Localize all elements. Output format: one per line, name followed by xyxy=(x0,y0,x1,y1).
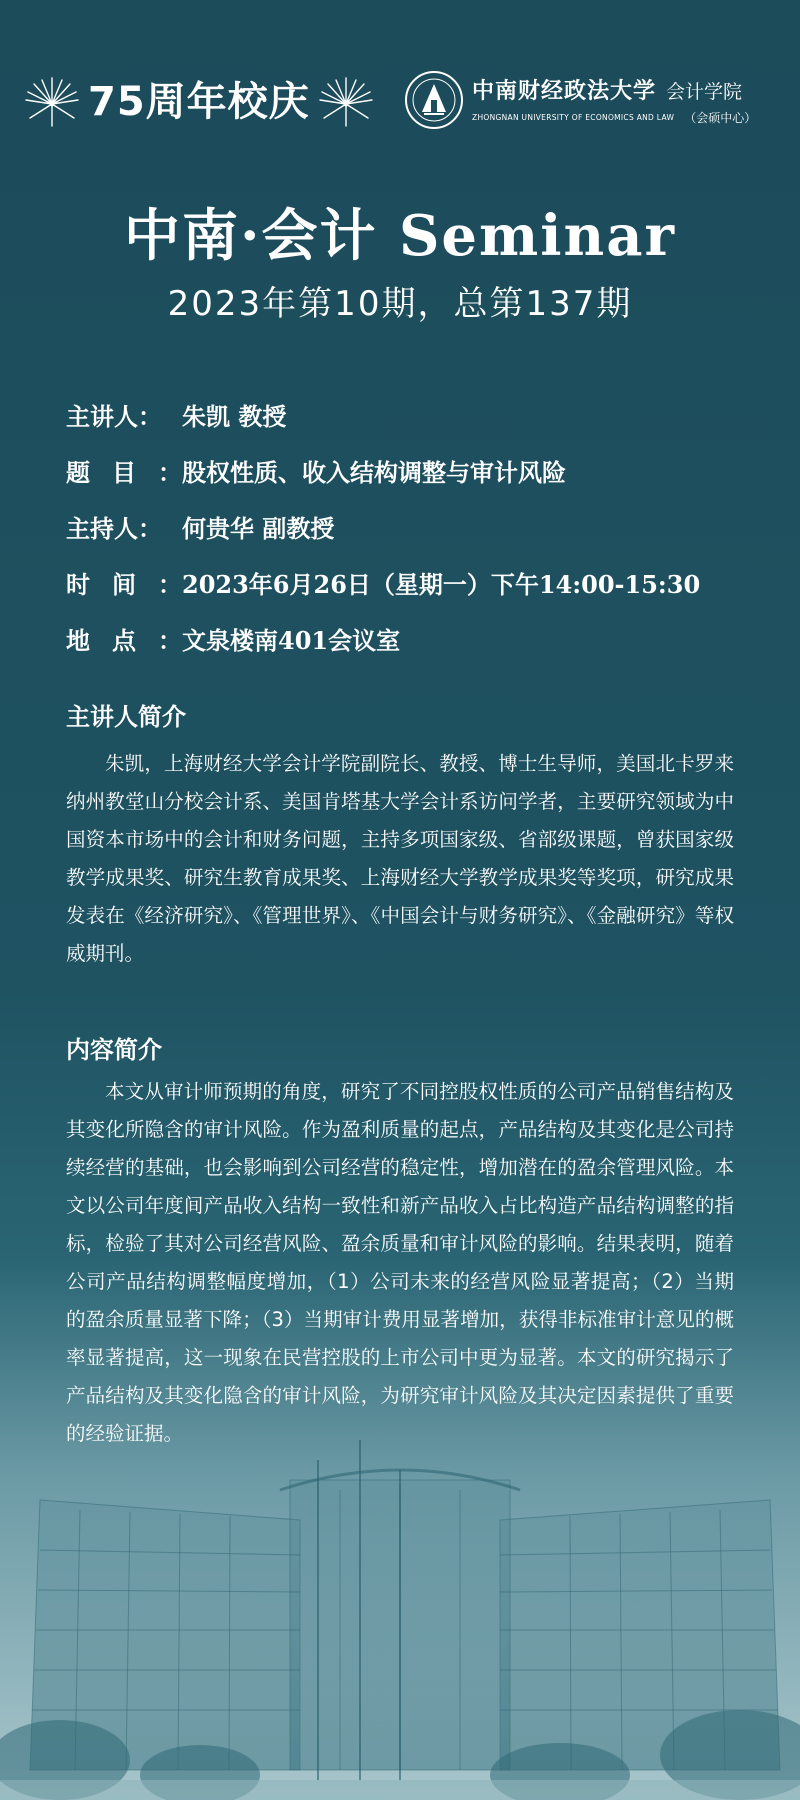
content-intro-text: 本文从审计师预期的角度，研究了不同控股权性质的公司产品销售结构及其变化所隐含的审计风险。作为盈利质量的起点，产品结构及其变化是公司持续经营的基础，也会影响到公司经营的稳定性，增加潜在的盈余管理风险。本文以公司年度间产品收入结构一致性和新产品收入占比构造产品结构调整的指标，检验了其对公司经营风险、盈余质量和审计风险的影响。结果表明，随着公司产品结构调整幅度增加，（1）公司未来的经营风险显著提高；（2）当期的盈余质量显著下降；（3）当期审计费用显著增加，获得非标准审计意见的概率显著提高，这一现象在民营控股的上市公司中更为显著。本文的研究揭示了产品结构及其变化隐含的审计风险，为研究审计风险及其决定因素提供了重要的经验证据。 xyxy=(66,1080,734,1445)
info-value: 文泉楼南401会议室 xyxy=(182,625,401,655)
content-intro-heading: 内容简介 xyxy=(66,1036,162,1064)
info-value: 2023年6月26日（星期一）下午14:00-15:30 xyxy=(182,569,701,599)
info-row-speaker xyxy=(66,386,766,442)
info-row-topic xyxy=(66,442,766,498)
header xyxy=(0,60,800,150)
school-name: 会计学院 xyxy=(666,81,743,103)
university-name: 中南财经政法大学 xyxy=(472,78,657,104)
info-value: 朱凯 教授 xyxy=(182,401,287,431)
school-subname: （会硕中心） xyxy=(684,111,757,125)
info-row-host xyxy=(66,498,766,554)
building-illustration xyxy=(0,1440,800,1800)
speaker-intro-text: 朱凯，上海财经大学会计学院副院长、教授、博士生导师，美国北卡罗来纳州教堂山分校会计系、美国肯塔基大学会计系访问学者，主要研究领域为中国资本市场中的会计和财务问题，主持多项国家级、省部级课题，曾获国家级教学成果奖、研究生教育成果奖、上海财经大学教学成果奖等奖项，研究成果发表在《经济研究》、《管理世界》、《中国会计与财务研究》、《金融研究》等权威期刊。 xyxy=(66,752,734,965)
info-label: 主持人： xyxy=(66,513,162,543)
anniversary-banner xyxy=(22,74,376,130)
info-value: 何贵华 副教授 xyxy=(182,513,335,543)
poster-title: 中南·会计 Seminar xyxy=(123,203,677,269)
university-logo xyxy=(404,70,756,130)
event-info xyxy=(66,386,766,666)
university-seal-icon xyxy=(404,70,464,130)
university-english-name: ZHONGNAN UNIVERSITY OF ECONOMICS AND LAW xyxy=(472,113,675,122)
info-row-time xyxy=(66,554,766,610)
anniversary-text: 75周年校庆 xyxy=(88,79,310,125)
info-label: 主讲人： xyxy=(66,401,162,431)
speaker-intro-heading: 主讲人简介 xyxy=(66,703,186,731)
info-label: 地点： xyxy=(66,625,204,655)
info-row-location xyxy=(66,610,766,666)
poster-subtitle: 2023年第10期，总第137期 xyxy=(167,284,633,324)
info-label: 时间： xyxy=(66,569,204,599)
firework-icon xyxy=(316,74,376,130)
firework-icon xyxy=(22,74,82,130)
info-value: 股权性质、收入结构调整与审计风险 xyxy=(182,457,566,487)
info-label: 题目： xyxy=(66,457,204,487)
